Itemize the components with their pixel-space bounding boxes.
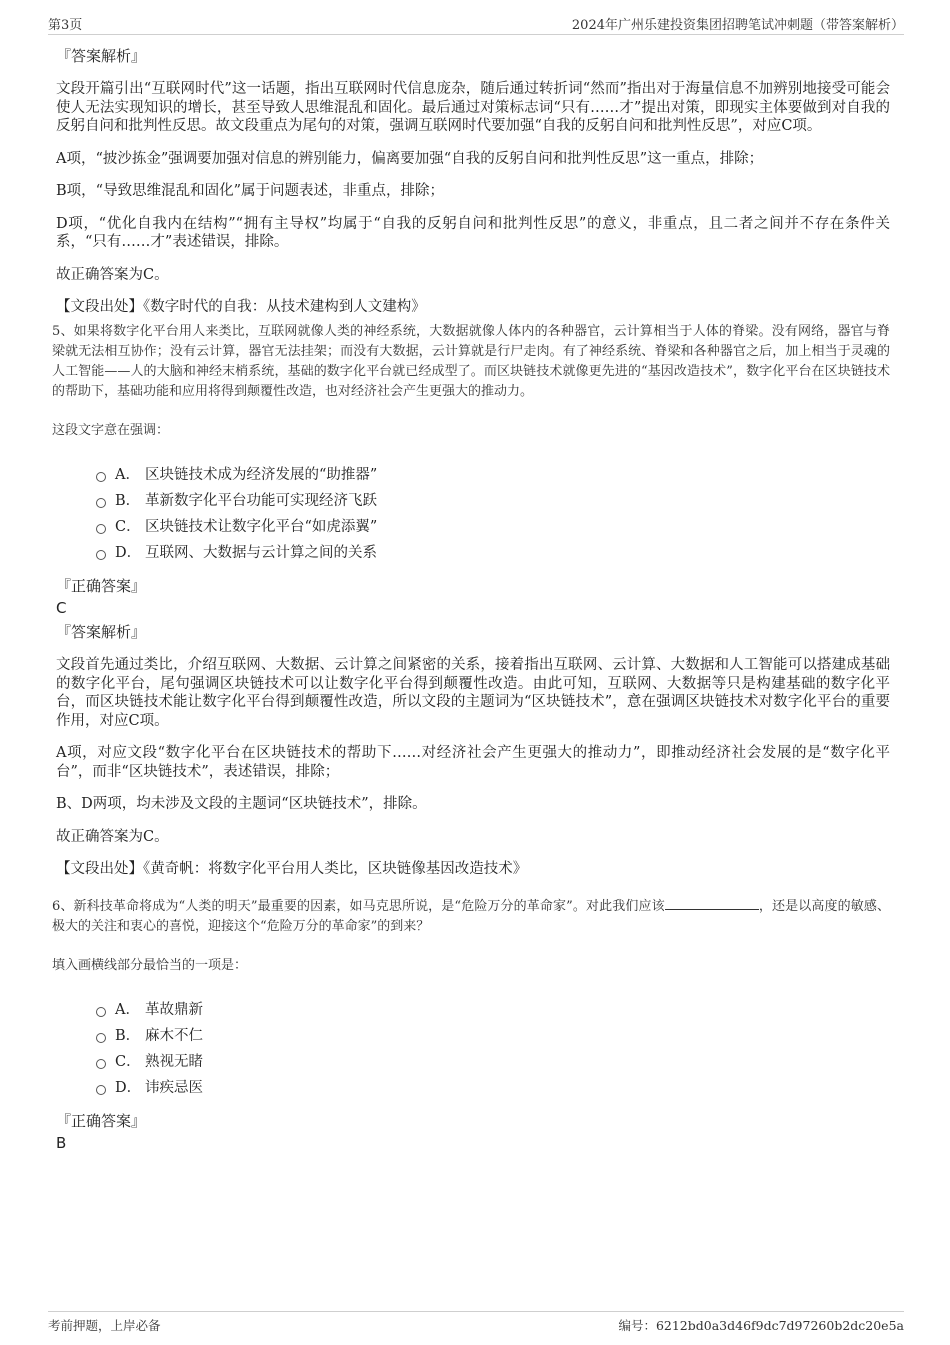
option-a[interactable]: A． 区块链技术成为经济发展的“助推器” [96,462,890,488]
analysis-label: 『答案解析』 [56,623,147,641]
option-a[interactable]: A． 革故鼎新 [96,997,890,1023]
analysis-paragraph: B、D两项，均未涉及文段的主题词“区块链技术”，排除。 [56,796,427,812]
radio-icon[interactable] [96,1007,106,1017]
radio-icon[interactable] [96,1059,106,1069]
question-5-prompt: 这段文字意在强调： [52,423,170,438]
question-6-prompt: 填入画横线部分最恰当的一项是： [52,958,248,973]
analysis-paragraph: 文段开篇引出“互联网时代”这一话题，指出互联网时代信息庞杂，随后通过转折词“然而”指出对于海量信息不加辨别地接受可能会使人无法实现知识的增长，甚至导致人思维混乱和固化。最后通过对策标志词“只有……才”提出对策，即现实主体要做到对自我的反躬自问和批判性反思。故文段重点为尾句的对策，强调互联网时代要加强“自我的反躬自问和批判性反思”，对应C项。 [56,81,890,134]
analysis-paragraph: D项，“优化自我内在结构”“拥有主导权”均属于“自我的反躬自问和批判性反思”的意义，非重点，且二者之间并不存在条件关系，“只有……才”表述错误，排除。 [56,215,890,250]
analysis-paragraph: A项，对应文段“数字化平台在区块链技术的帮助下……对经济社会产生更强大的推动力”，即推动经济社会发展的是“数字化平台”，而非“区块链技术”，表述错误，排除； [56,745,890,780]
footer-slogan: 考前押题，上岸必备 [48,1318,161,1333]
option-b[interactable]: B． 革新数字化平台功能可实现经济飞跃 [96,488,890,514]
page-content [52,46,890,1157]
correct-answer: B [56,1134,67,1152]
page-footer [48,1311,904,1339]
passage-source: 【文段出处】《数字时代的自我：从技术建构到人文建构》 [56,299,426,315]
passage-source: 【文段出处】《黄奇帆：将数字化平台用人类比，区块链像基因改造技术》 [56,861,528,877]
radio-icon[interactable] [96,1033,106,1043]
option-c[interactable]: C． 区块链技术让数字化平台“如虎添翼” [96,514,890,540]
document-code: 编号：6212bd0a3d46f9dc7d97260b2dc20e5a [618,1318,904,1333]
radio-icon[interactable] [96,550,106,560]
option-c[interactable]: C． 熟视无睹 [96,1049,890,1075]
analysis-paragraph: B项，“导致思维混乱和固化”属于问题表述，非重点，排除； [56,183,444,199]
analysis-label: 『答案解析』 [56,47,147,65]
radio-icon[interactable] [96,1085,106,1095]
question-6-text: 6、新科技革命将成为“人类的明天”最重要的因素，如马克思所说，是“危险万分的革命家”。对此我们应该 ，还是以高度的敏感、极大的关注和衷心的喜悦，迎接这个“危险万分的革命家”的到来？ [52,896,890,937]
analysis-paragraph: 文段首先通过类比，介绍互联网、大数据、云计算之间紧密的关系，接着指出互联网、云计算、大数据和人工智能可以搭建成基础的数字化平台，尾句强调区块链技术可以让数字化平台得到颠覆性改造。由此可知，互联网、大数据等只是构建基础的数字化平台，而区块链技术能让数字化平台得到颠覆性改造，所以文段的主题词为“区块链技术”，意在强调区块链技术对数字化平台的重要作用，对应C项。 [56,657,890,729]
fill-blank [665,896,759,910]
question-5-options [96,462,890,566]
radio-icon[interactable] [96,498,106,508]
page-header [48,14,904,35]
analysis-paragraph: A项，“披沙拣金”强调要加强对信息的辨别能力，偏离要加强“自我的反躬自问和批判性反思”这一重点，排除； [56,150,764,167]
analysis-conclusion: 故正确答案为C。 [56,828,169,845]
page-number: 第3页 [48,18,83,33]
option-d[interactable]: D． 讳疾忌医 [96,1075,890,1101]
analysis-conclusion: 故正确答案为C。 [56,266,169,283]
answer-label: 『正确答案』 [56,1112,147,1130]
radio-icon[interactable] [96,524,106,534]
radio-icon[interactable] [96,472,106,482]
option-b[interactable]: B． 麻木不仁 [96,1023,890,1049]
question-6-options [96,997,890,1101]
question-5-text: 5、如果将数字化平台用人来类比，互联网就像人类的神经系统，大数据就像人体内的各种器官，云计算相当于人体的脊梁。没有网络，器官与脊梁就无法相互协作；没有云计算，器官无法挂架；而没有大数据，云计算就是行尸走肉。有了神经系统、脊梁和各种器官之后，加上相当于灵魂的人工智能——人的大脑和神经末梢系统，基础的数字化平台就已经成型了。而区块链技术就像更先进的“基因改造技术”，数字化平台在区块链技术的帮助下，基础功能和应用将得到颠覆性改造，也对经济社会产生更强大的推动力。 [52,324,890,399]
answer-label: 『正确答案』 [56,577,147,595]
correct-answer: C [56,599,67,617]
option-d[interactable]: D． 互联网、大数据与云计算之间的关系 [96,540,890,566]
document-title: 2024年广州乐建投资集团招聘笔试冲刺题（带答案解析） [571,18,904,33]
